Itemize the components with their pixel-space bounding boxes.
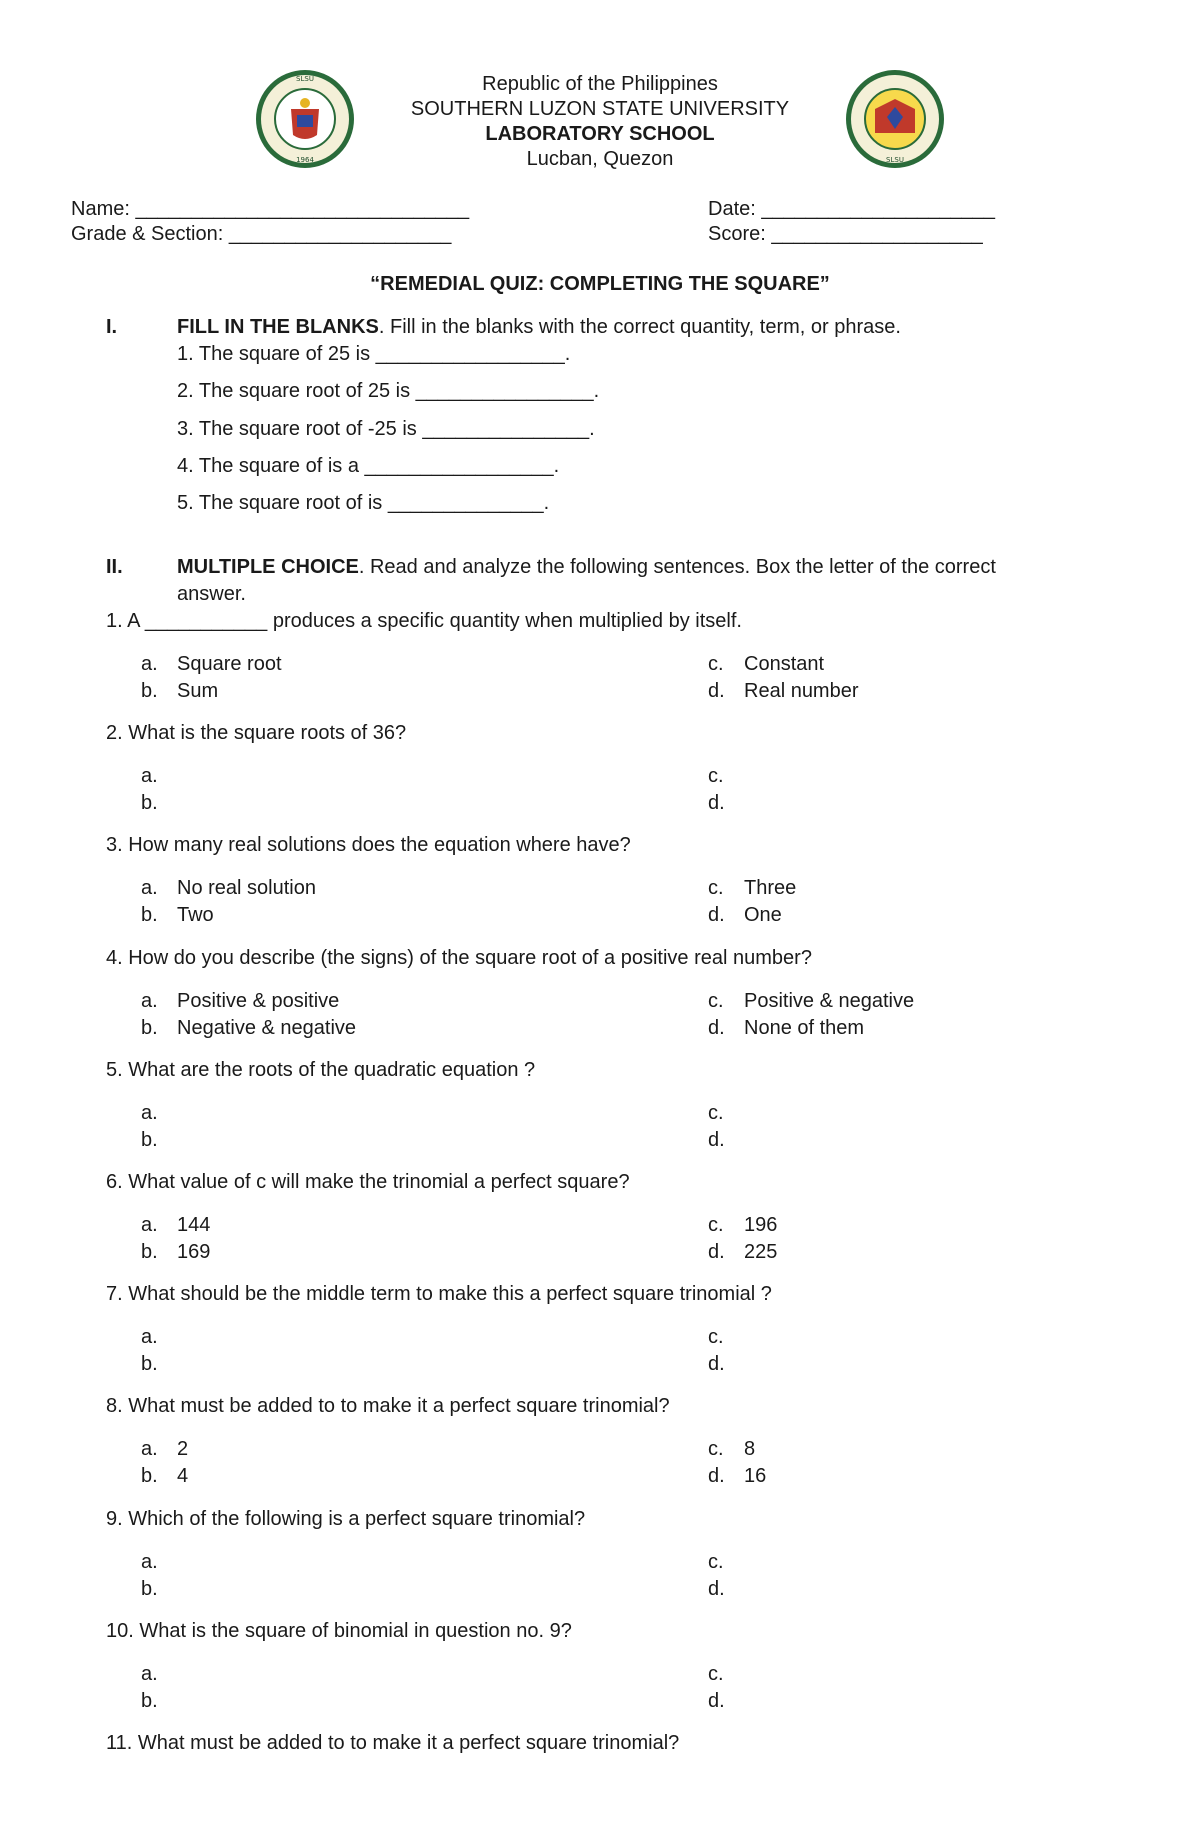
choice-1-d[interactable]: [708, 681, 859, 701]
question-8: 8. What must be added to to make it a perfect square trinomial?: [106, 1395, 670, 1417]
choice-10-b[interactable]: [141, 1691, 177, 1711]
question-2: 2. What is the square roots of 36?: [106, 722, 407, 744]
choice-letter[interactable]: b.: [141, 1578, 158, 1600]
choice-2-b[interactable]: [141, 793, 177, 813]
fill-item-5: 5. The square root of is ______________.: [177, 492, 550, 514]
part2-instructions-cont: answer.: [177, 583, 246, 605]
choice-text: Sum: [177, 680, 219, 702]
choice-letter[interactable]: b.: [141, 680, 158, 702]
question-11: 11. What must be added to to make it a perfect square trinomial?: [106, 1732, 680, 1754]
choice-2-a[interactable]: [141, 766, 177, 786]
svg-text:SLSU: SLSU: [886, 156, 904, 164]
choice-6-a[interactable]: [141, 1215, 210, 1235]
part2-instructions: . Read and analyze the following sentences. Box the letter of the correct: [358, 556, 996, 578]
svg-text:SLSU: SLSU: [296, 75, 314, 83]
choice-text: Positive & negative: [744, 990, 915, 1012]
question-9: 9. Which of the following is a perfect square trinomial?: [106, 1508, 586, 1530]
question-3: 3. How many real solutions does the equation where have?: [106, 834, 631, 856]
choice-5-a[interactable]: [141, 1103, 177, 1123]
choice-10-d[interactable]: [708, 1691, 744, 1711]
choice-text: 16: [744, 1465, 767, 1487]
choice-1-c[interactable]: [708, 654, 824, 674]
part2-heading-line: [177, 557, 996, 577]
choice-2-d[interactable]: [708, 793, 744, 813]
header-republic: Republic of the Philippines: [482, 73, 718, 95]
choice-text: One: [744, 904, 782, 926]
choice-5-b[interactable]: [141, 1130, 177, 1150]
quiz-title: “REMEDIAL QUIZ: COMPLETING THE SQUARE”: [370, 273, 830, 295]
choice-text: Positive & positive: [177, 990, 340, 1012]
question-10: 10. What is the square of binomial in question no. 9?: [106, 1620, 572, 1642]
choice-9-c[interactable]: [708, 1552, 744, 1572]
choice-text: Real number: [744, 680, 859, 702]
choice-letter[interactable]: c.: [708, 1438, 724, 1460]
choice-text: None of them: [744, 1017, 865, 1039]
choice-text: 169: [177, 1241, 211, 1263]
choice-7-b[interactable]: [141, 1354, 177, 1374]
choice-6-d[interactable]: [708, 1242, 777, 1262]
choice-3-c[interactable]: [708, 878, 796, 898]
choice-letter[interactable]: d.: [708, 1690, 725, 1712]
choice-3-d[interactable]: [708, 905, 782, 925]
svg-text:1964: 1964: [296, 156, 314, 164]
part1-heading-line: [177, 317, 901, 337]
choice-letter[interactable]: c.: [708, 1663, 724, 1685]
choice-letter[interactable]: a.: [141, 1551, 158, 1573]
choice-5-d[interactable]: [708, 1130, 744, 1150]
choice-1-b[interactable]: [141, 681, 218, 701]
choice-letter[interactable]: b.: [141, 1017, 158, 1039]
choice-4-b[interactable]: [141, 1018, 356, 1038]
choice-4-c[interactable]: [708, 991, 914, 1011]
choice-letter[interactable]: d.: [708, 1129, 725, 1151]
choice-text: 4: [177, 1465, 189, 1487]
choice-1-a[interactable]: [141, 654, 282, 674]
choice-10-a[interactable]: [141, 1664, 177, 1684]
choice-text: Three: [744, 877, 797, 899]
choice-text: Square root: [177, 653, 282, 675]
choice-letter[interactable]: c.: [708, 765, 724, 787]
fill-item-4: 4. The square of is a _________________.: [177, 455, 560, 477]
choice-letter[interactable]: d.: [708, 904, 725, 926]
choice-letter[interactable]: c.: [708, 653, 724, 675]
choice-8-a[interactable]: [141, 1439, 188, 1459]
choice-4-a[interactable]: [141, 991, 339, 1011]
choice-letter[interactable]: c.: [708, 990, 724, 1012]
part1-heading: FILL IN THE BLANKS: [177, 316, 379, 338]
choice-letter[interactable]: c.: [708, 1102, 724, 1124]
header-location: Lucban, Quezon: [526, 148, 674, 170]
choice-letter[interactable]: a.: [141, 1214, 158, 1236]
name-field: Name: ______________________________: [71, 198, 470, 220]
header-university: SOUTHERN LUZON STATE UNIVERSITY: [410, 98, 790, 120]
choice-letter[interactable]: c.: [708, 1214, 724, 1236]
choice-letter[interactable]: a.: [141, 1102, 158, 1124]
choice-letter[interactable]: c.: [708, 877, 724, 899]
choice-letter[interactable]: b.: [141, 904, 158, 926]
choice-text: Constant: [744, 653, 825, 675]
choice-letter[interactable]: b.: [141, 792, 158, 814]
choice-letter[interactable]: d.: [708, 1578, 725, 1600]
question-5: 5. What are the roots of the quadratic equation ?: [106, 1059, 536, 1081]
choice-6-b[interactable]: [141, 1242, 210, 1262]
choice-letter[interactable]: b.: [141, 1129, 158, 1151]
choice-letter[interactable]: d.: [708, 792, 725, 814]
choice-text: No real solution: [177, 877, 316, 899]
grade-section-field: Grade & Section: ____________________: [71, 223, 452, 245]
choice-text: 225: [744, 1241, 778, 1263]
choice-letter[interactable]: d.: [708, 1241, 725, 1263]
choice-text: 144: [177, 1214, 211, 1236]
choice-text: 8: [744, 1438, 756, 1460]
choice-text: 2: [177, 1438, 189, 1460]
question-6: 6. What value of c will make the trinomial a perfect square?: [106, 1171, 630, 1193]
part2-numeral: II.: [106, 556, 123, 578]
part1-numeral: I.: [106, 316, 118, 338]
choice-letter[interactable]: a.: [141, 1438, 158, 1460]
fill-item-1: 1. The square of 25 is _________________.: [177, 343, 571, 365]
choice-letter[interactable]: d.: [708, 680, 725, 702]
choice-letter[interactable]: a.: [141, 990, 158, 1012]
choice-letter[interactable]: a.: [141, 765, 158, 787]
choice-text: 196: [744, 1214, 778, 1236]
choice-letter[interactable]: a.: [141, 877, 158, 899]
choice-9-b[interactable]: [141, 1579, 177, 1599]
laboratory-school-seal-icon: [845, 69, 945, 169]
choice-8-b[interactable]: [141, 1466, 188, 1486]
choice-8-c[interactable]: [708, 1439, 755, 1459]
choice-9-a[interactable]: [141, 1552, 177, 1572]
choice-10-c[interactable]: [708, 1664, 744, 1684]
choice-7-c[interactable]: [708, 1327, 744, 1347]
fill-item-3: 3. The square root of -25 is _______________.: [177, 418, 595, 440]
fill-item-2: 2. The square root of 25 is ________________.: [177, 380, 600, 402]
choice-text: Two: [177, 904, 214, 926]
choice-6-c[interactable]: [708, 1215, 777, 1235]
choice-3-b[interactable]: [141, 905, 214, 925]
choice-text: Negative & negative: [177, 1017, 357, 1039]
header-laboratory-school: LABORATORY SCHOOL: [485, 123, 715, 145]
choice-letter[interactable]: a.: [141, 1663, 158, 1685]
choice-letter[interactable]: c.: [708, 1551, 724, 1573]
question-7: 7. What should be the middle term to make this a perfect square trinomial ?: [106, 1283, 772, 1305]
choice-4-d[interactable]: [708, 1018, 864, 1038]
choice-letter[interactable]: d.: [708, 1017, 725, 1039]
question-1: 1. A ___________ produces a specific quantity when multiplied by itself.: [106, 610, 742, 632]
choice-letter[interactable]: b.: [141, 1465, 158, 1487]
choice-letter[interactable]: d.: [708, 1353, 725, 1375]
slsu-seal-icon: [255, 69, 355, 169]
choice-letter[interactable]: d.: [708, 1465, 725, 1487]
score-field: Score: ___________________: [708, 223, 983, 245]
choice-letter[interactable]: a.: [141, 1326, 158, 1348]
choice-2-c[interactable]: [708, 766, 744, 786]
choice-5-c[interactable]: [708, 1103, 744, 1123]
date-field: Date: _____________________: [708, 198, 995, 220]
part1-instructions: . Fill in the blanks with the correct quantity, term, or phrase.: [378, 316, 901, 338]
choice-9-d[interactable]: [708, 1579, 744, 1599]
choice-letter[interactable]: b.: [141, 1241, 158, 1263]
question-4: 4. How do you describe (the signs) of the square root of a positive real number?: [106, 947, 812, 969]
choice-letter[interactable]: b.: [141, 1353, 158, 1375]
part2-heading: MULTIPLE CHOICE: [177, 556, 359, 578]
choice-7-a[interactable]: [141, 1327, 177, 1347]
choice-8-d[interactable]: [708, 1466, 766, 1486]
choice-letter[interactable]: c.: [708, 1326, 724, 1348]
choice-3-a[interactable]: [141, 878, 316, 898]
choice-letter[interactable]: a.: [141, 653, 158, 675]
choice-7-d[interactable]: [708, 1354, 744, 1374]
choice-letter[interactable]: b.: [141, 1690, 158, 1712]
